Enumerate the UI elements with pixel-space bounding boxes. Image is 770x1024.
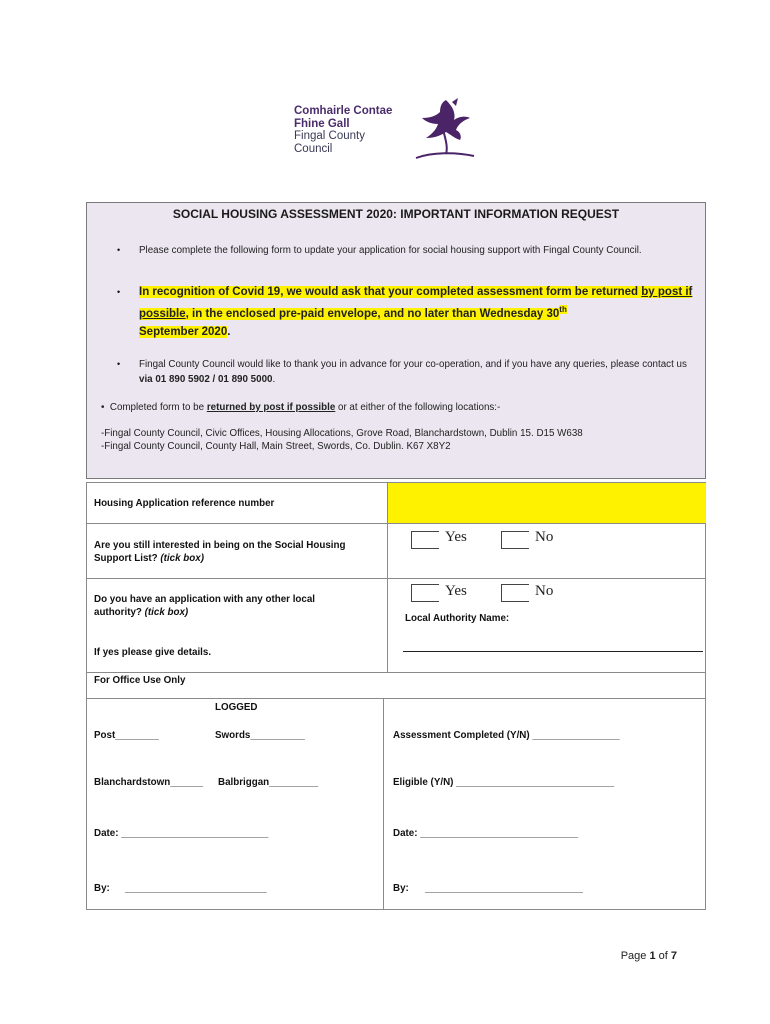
page-number (621, 950, 677, 962)
row-divider (87, 698, 705, 699)
q1-no-checkbox[interactable] (501, 531, 529, 549)
blanchardstown-field: Blanchardstown______ (94, 777, 203, 788)
post-field: Post________ (94, 730, 159, 741)
q1-no-label: No (535, 529, 554, 545)
return-emphasis: returned by post if possible (206, 402, 336, 413)
bullet-icon: • (101, 402, 110, 413)
thanks-period: . (272, 374, 276, 385)
q1-yes-checkbox[interactable] (411, 531, 439, 549)
info-title: SOCIAL HOUSING ASSESSMENT 2020: IMPORTANT INFORMATION REQUEST (172, 207, 620, 221)
q2-no-label: No (535, 583, 554, 599)
council-logo-text (294, 105, 392, 155)
info-bullet-1: Please complete the following form to update your application for social housing support with Fingal County Council. (139, 245, 642, 256)
office-by-left-label: By: (94, 883, 110, 894)
office-date-right: Date: _____________________________ (393, 828, 579, 839)
covid-notice-emphasis: by post if possible (139, 286, 693, 320)
covid-notice-sup: th (559, 305, 567, 314)
assessment-form-table (86, 482, 706, 910)
bird-logo-icon (412, 96, 478, 162)
office-date-left: Date: ___________________________ (94, 828, 269, 839)
q2-yes-checkbox[interactable] (411, 584, 439, 602)
location-county-hall: -Fingal County Council, County Hall, Main Street, Swords, Co. Dublin. K67 X8Y2 (101, 441, 451, 452)
q1-line-1: Are you still interested in being on the Social Housing (94, 540, 346, 551)
logo-line-1: Comhairle Contae (294, 105, 393, 117)
covid-notice-period: . (227, 325, 231, 338)
q1-tick-hint: (tick box) (160, 553, 204, 564)
reference-number-field[interactable] (388, 483, 706, 523)
office-by-right-line: _____________________________ (425, 883, 584, 894)
q1-yes-label: Yes (445, 529, 467, 545)
local-authority-label: Local Authority Name: (405, 613, 510, 624)
return-text-2: or at either of the following locations:- (335, 402, 501, 413)
assessment-completed-field: Assessment Completed (Y/N) ________________ (393, 730, 620, 741)
reference-number-label: Housing Application reference number (94, 498, 275, 509)
thanks-text: Fingal County Council would like to thank you in advance for your co-operation, and if you have any queries, please contact us (139, 359, 687, 370)
social-housing-question (94, 539, 346, 565)
q2-line-2: authority? (94, 607, 145, 618)
q1-line-2: Support List? (94, 553, 161, 564)
details-prompt: If yes please give details. (94, 647, 212, 658)
column-divider (387, 483, 388, 672)
info-bullet-3 (139, 357, 699, 387)
q2-line-1: Do you have an application with any other local (94, 594, 316, 605)
info-bullet-4 (101, 401, 500, 415)
office-by-right-label: By: (393, 883, 409, 894)
location-civic-offices: -Fingal County Council, Civic Offices, Housing Allocations, Grove Road, Blanchardstown, Dublin 15. D15 W638 (101, 428, 583, 439)
covid-notice-text-2: , in the enclosed pre-paid envelope, and no later than Wednesday 30 (185, 307, 560, 320)
information-request-panel (86, 202, 706, 479)
page-prefix: Page (620, 950, 650, 962)
bullet-icon: • (117, 287, 121, 297)
eligible-field: Eligible (Y/N) _____________________________ (393, 777, 615, 788)
info-bullet-2 (139, 283, 699, 341)
page-current: 1 (649, 950, 656, 962)
row-divider (87, 578, 705, 579)
bullet-icon: • (117, 359, 121, 369)
logo-line-4: Council (294, 142, 333, 155)
q2-tick-hint: (tick box) (144, 607, 189, 618)
q2-yes-label: Yes (445, 583, 467, 599)
covid-notice-date: September 2020 (139, 325, 228, 338)
column-divider (383, 698, 384, 910)
covid-notice-text: In recognition of Covid 19, we would ask that your completed assessment form be returned (139, 286, 642, 298)
swords-field: Swords__________ (215, 730, 305, 741)
row-divider (87, 672, 705, 673)
bullet-icon: • (117, 245, 121, 255)
q2-no-checkbox[interactable] (501, 584, 529, 602)
return-text: Completed form to be (109, 402, 207, 413)
office-by-left-line: __________________________ (125, 883, 267, 894)
logged-label: LOGGED (215, 702, 258, 713)
balbriggan-field: Balbriggan_________ (218, 777, 319, 788)
office-use-heading: For Office Use Only (94, 675, 186, 686)
contact-phone: via 01 890 5902 / 01 890 5000 (139, 374, 273, 385)
row-divider (87, 523, 705, 524)
page-total: 7 (670, 950, 677, 962)
logo-line-3: Fingal County (294, 130, 365, 142)
logo-line-2: Fhine Gall (294, 117, 350, 130)
other-authority-question (94, 593, 315, 619)
local-authority-input[interactable] (403, 651, 703, 652)
page-mid: of (655, 950, 671, 962)
